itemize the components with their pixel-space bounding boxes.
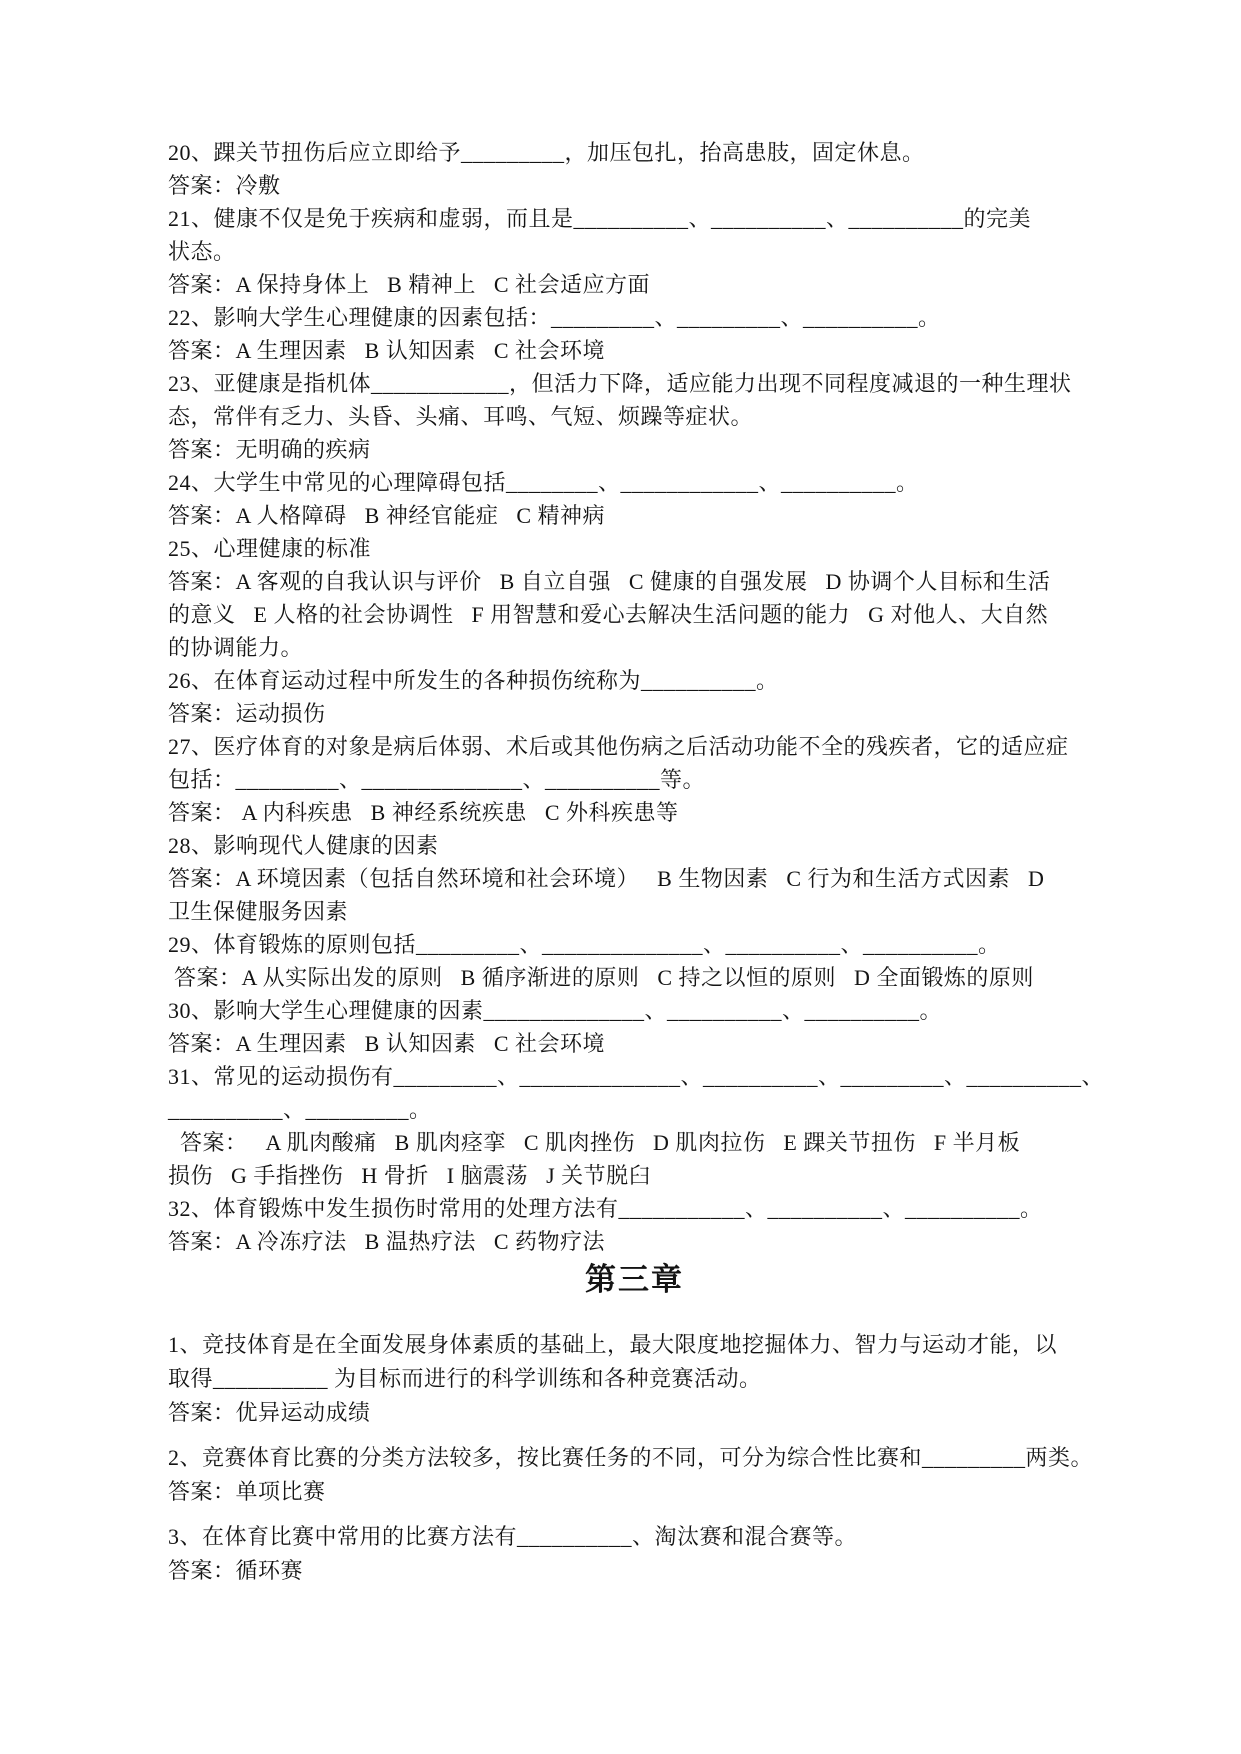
answer-23-line: 答案：无明确的疾病 <box>168 437 371 462</box>
answer-22-line: 答案：A 生理因素 B 认知因素 C 社会环境 <box>168 338 606 363</box>
question-26-line: 26、在体育运动过程中所发生的各种损伤统称为__________。 <box>168 668 779 693</box>
answer-26-line: 答案：运动损伤 <box>168 701 326 726</box>
question-21-continuation: 状态。 <box>168 239 236 264</box>
answer-29-line: 答案：A 从实际出发的原则 B 循序渐进的原则 C 持之以恒的原则 D 全面锻炼的原则 <box>168 965 1034 990</box>
answer-31-continuation: 损伤 G 手指挫伤 H 骨折 I 脑震荡 J 关节脱臼 <box>168 1163 652 1188</box>
question-29-line: 29、体育锻炼的原则包括_________、______________、__________、__________。 <box>168 932 1001 957</box>
question-3-line: 3、在体育比赛中常用的比赛方法有__________、淘汰赛和混合赛等。 <box>168 1524 858 1549</box>
answer-25-continuation-2: 的协调能力。 <box>168 635 304 660</box>
question-21-line: 21、健康不仅是免于疾病和虚弱，而且是__________、__________、__________的完美 <box>168 206 1032 231</box>
chapter-heading: 第三章 <box>585 1262 684 1297</box>
question-27-continuation: 包括：_________、______________、__________等。 <box>168 767 706 792</box>
answer-20-line: 答案：冷敷 <box>168 173 281 198</box>
answer-27-line: 答案： A 内科疾患 B 神经系统疾患 C 外科疾患等 <box>168 800 679 825</box>
answer-24-line: 答案：A 人格障碍 B 神经官能症 C 精神病 <box>168 503 606 528</box>
answer-28-continuation: 卫生保健服务因素 <box>168 899 349 924</box>
question-1-line: 1、竞技体育是在全面发展身体素质的基础上，最大限度地挖掘体力、智力与运动才能，以 <box>168 1332 1058 1357</box>
question-23-line: 23、亚健康是指机体____________，但活力下降，适应能力出现不同程度减退的一种生理状 <box>168 371 1072 396</box>
question-1-continuation: 取得__________ 为目标而进行的科学训练和各种竞赛活动。 <box>168 1366 762 1391</box>
question-2-line: 2、竞赛体育比赛的分类方法较多，按比赛任务的不同，可分为综合性比赛和_________两类。 <box>168 1445 1094 1470</box>
question-27-line: 27、医疗体育的对象是病后体弱、术后或其他伤病之后活动功能不全的残疾者，它的适应症 <box>168 734 1069 759</box>
answer-1-line: 答案：优异运动成绩 <box>168 1400 371 1425</box>
question-31-continuation: __________、_________。 <box>168 1097 432 1122</box>
qa-section-chapter2 <box>168 136 1105 1258</box>
question-31-line: 31、常见的运动损伤有_________、______________、__________、_________、__________、 <box>168 1064 1105 1089</box>
answer-31-line: 答案： A 肌肉酸痛 B 肌肉痉挛 C 肌肉挫伤 D 肌肉拉伤 E 踝关节扭伤 F 半月板 <box>168 1130 1021 1155</box>
question-30-line: 30、影响大学生心理健康的因素______________、__________、__________。 <box>168 998 943 1023</box>
question-28-line: 28、影响现代人健康的因素 <box>168 833 439 858</box>
question-20-line: 20、踝关节扭伤后应立即给予_________，加压包扎，抬高患肢，固定休息。 <box>168 140 925 165</box>
question-25-line: 25、心理健康的标准 <box>168 536 372 561</box>
qa-section-chapter3 <box>168 1328 1101 1588</box>
answer-2-line: 答案：单项比赛 <box>168 1479 326 1504</box>
question-24-line: 24、大学生中常见的心理障碍包括________、____________、__________。 <box>168 470 919 495</box>
question-32-line: 32、体育锻炼中发生损伤时常用的处理方法有___________、__________、__________。 <box>168 1196 1043 1221</box>
answer-32-line: 答案：A 冷冻疗法 B 温热疗法 C 药物疗法 <box>168 1229 606 1254</box>
answer-28-line: 答案：A 环境因素（包括自然环境和社会环境） B 生物因素 C 行为和生活方式因素 D <box>168 866 1045 891</box>
question-23-continuation: 态，常伴有乏力、头昏、头痛、耳鸣、气短、烦躁等症状。 <box>168 404 754 429</box>
answer-3-line: 答案：循环赛 <box>168 1558 304 1583</box>
answer-25-continuation-1: 的意义 E 人格的社会协调性 F 用智慧和爱心去解决生活问题的能力 G 对他人、大自然 <box>168 602 1049 627</box>
question-22-line: 22、影响大学生心理健康的因素包括：_________、_________、__________。 <box>168 305 941 330</box>
answer-21-line: 答案：A 保持身体上 B 精神上 C 社会适应方面 <box>168 272 651 297</box>
answer-30-line: 答案：A 生理因素 B 认知因素 C 社会环境 <box>168 1031 606 1056</box>
answer-25-line: 答案：A 客观的自我认识与评价 B 自立自强 C 健康的自强发展 D 协调个人目标和生活 <box>168 569 1051 594</box>
